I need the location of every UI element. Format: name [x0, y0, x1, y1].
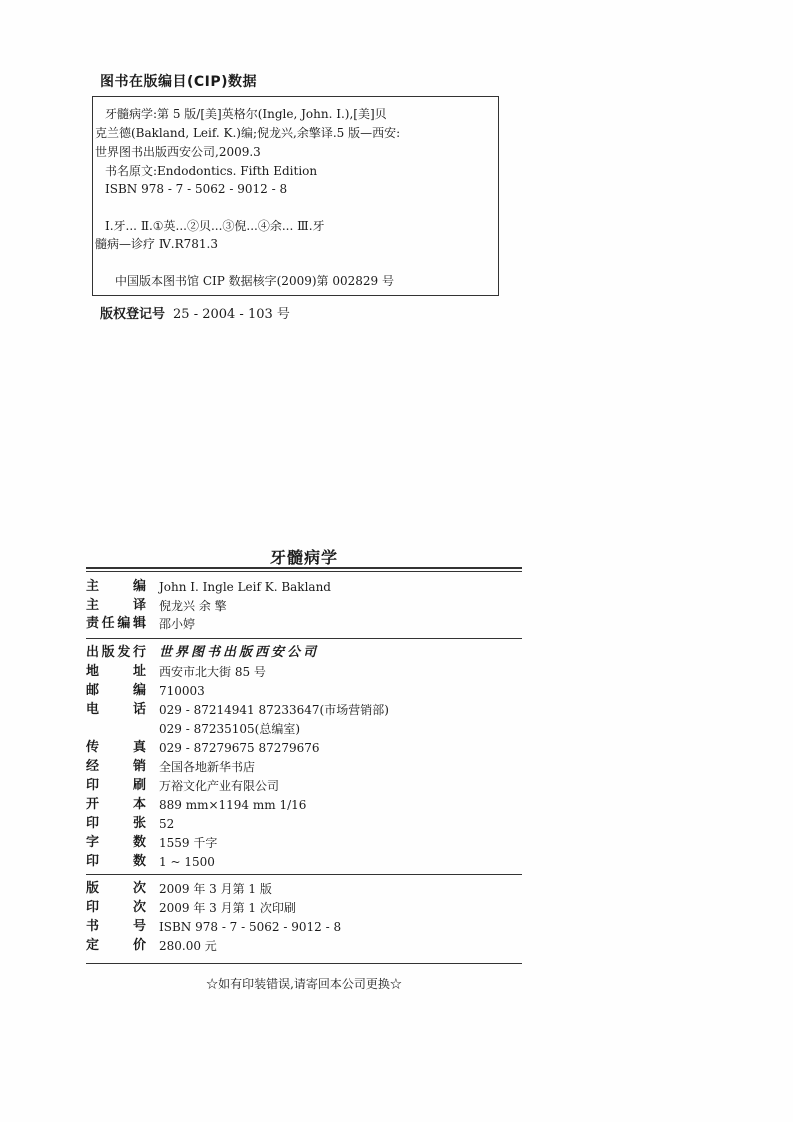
info-label: 字 数 — [86, 835, 146, 850]
info-value: 280.00 元 — [159, 939, 217, 953]
info-label: 邮 编 — [86, 683, 146, 698]
info-label: 定 价 — [86, 938, 146, 953]
cip-line: 髓病—诊疗 Ⅳ.R781.3 — [95, 237, 219, 251]
info-label: 传 真 — [86, 740, 146, 755]
section-divider — [86, 638, 522, 639]
info-value: 万裕文化产业有限公司 — [159, 779, 280, 793]
info-value: ISBN 978 - 7 - 5062 - 9012 - 8 — [159, 920, 342, 934]
info-value: 邵小婷 — [159, 617, 196, 631]
info-value: 2009 年 3 月第 1 次印刷 — [159, 901, 296, 915]
info-value: 倪龙兴 余 擎 — [159, 599, 227, 613]
title-rule-thin — [86, 571, 522, 572]
info-label: 印 张 — [86, 816, 146, 831]
info-label: 主 译 — [86, 598, 146, 613]
info-label: 版 次 — [86, 881, 146, 896]
info-label: 出版发行 — [86, 645, 146, 660]
book-title: 牙髓病学 — [269, 548, 338, 567]
copyright-registration — [100, 303, 290, 322]
copyright-label: 版权登记号 — [100, 307, 166, 322]
cip-line: Ⅰ.牙... Ⅱ.①英...②贝...③倪...④余... Ⅲ.牙 — [105, 219, 325, 233]
info-label: 书 号 — [86, 919, 146, 934]
copyright-number: 25 - 2004 - 103 号 — [173, 307, 290, 322]
info-label: 责任编辑 — [86, 616, 146, 631]
info-value: 029 - 87214941 87233647(市场营销部) — [159, 703, 389, 717]
cip-heading: 图书在版编目(CIP)数据 — [100, 74, 258, 90]
info-value: John I. Ingle Leif K. Bakland — [159, 580, 331, 594]
section-divider — [86, 874, 522, 875]
info-label: 印 刷 — [86, 778, 146, 793]
cip-line: ISBN 978 - 7 - 5062 - 9012 - 8 — [105, 182, 288, 196]
cip-line: 克兰德(Bakland, Leif. K.)编;倪龙兴,余擎译.5 版—西安: — [95, 126, 401, 140]
info-label: 电 话 — [86, 702, 146, 717]
info-value: 029 - 87279675 87279676 — [159, 741, 320, 755]
info-value: 西安市北大街 85 号 — [159, 665, 266, 679]
info-value: 全国各地新华书店 — [159, 760, 256, 774]
cip-line: 书名原文:Endodontics. Fifth Edition — [105, 164, 318, 178]
cip-line: 世界图书出版西安公司,2009.3 — [95, 145, 261, 159]
info-value: 2009 年 3 月第 1 版 — [159, 882, 272, 896]
info-label: 地 址 — [86, 664, 146, 679]
cip-record-box — [92, 96, 499, 296]
info-label: 印 数 — [86, 854, 146, 869]
title-rule — [86, 567, 522, 569]
publisher-name: 世界图书出版西安公司 — [159, 645, 320, 660]
info-value: 710003 — [159, 684, 205, 698]
info-label: 经 销 — [86, 759, 146, 774]
cip-line: 牙髓病学:第 5 版/[美]英格尔(Ingle, John. I.),[美]贝 — [105, 107, 387, 121]
bottom-rule — [86, 963, 522, 964]
info-value: 889 mm×1194 mm 1/16 — [159, 798, 307, 812]
info-value: 52 — [159, 817, 175, 831]
info-value: 1559 千字 — [159, 836, 218, 850]
info-label: 开 本 — [86, 797, 146, 812]
info-label: 印 次 — [86, 900, 146, 915]
info-value: 1 ~ 1500 — [159, 855, 215, 869]
info-value: 029 - 87235105(总编室) — [159, 722, 301, 736]
footer-note: ☆如有印装错误,请寄回本公司更换☆ — [206, 977, 402, 991]
info-label: 主 编 — [86, 579, 146, 594]
cip-line: 中国版本图书馆 CIP 数据核字(2009)第 002829 号 — [115, 274, 394, 288]
